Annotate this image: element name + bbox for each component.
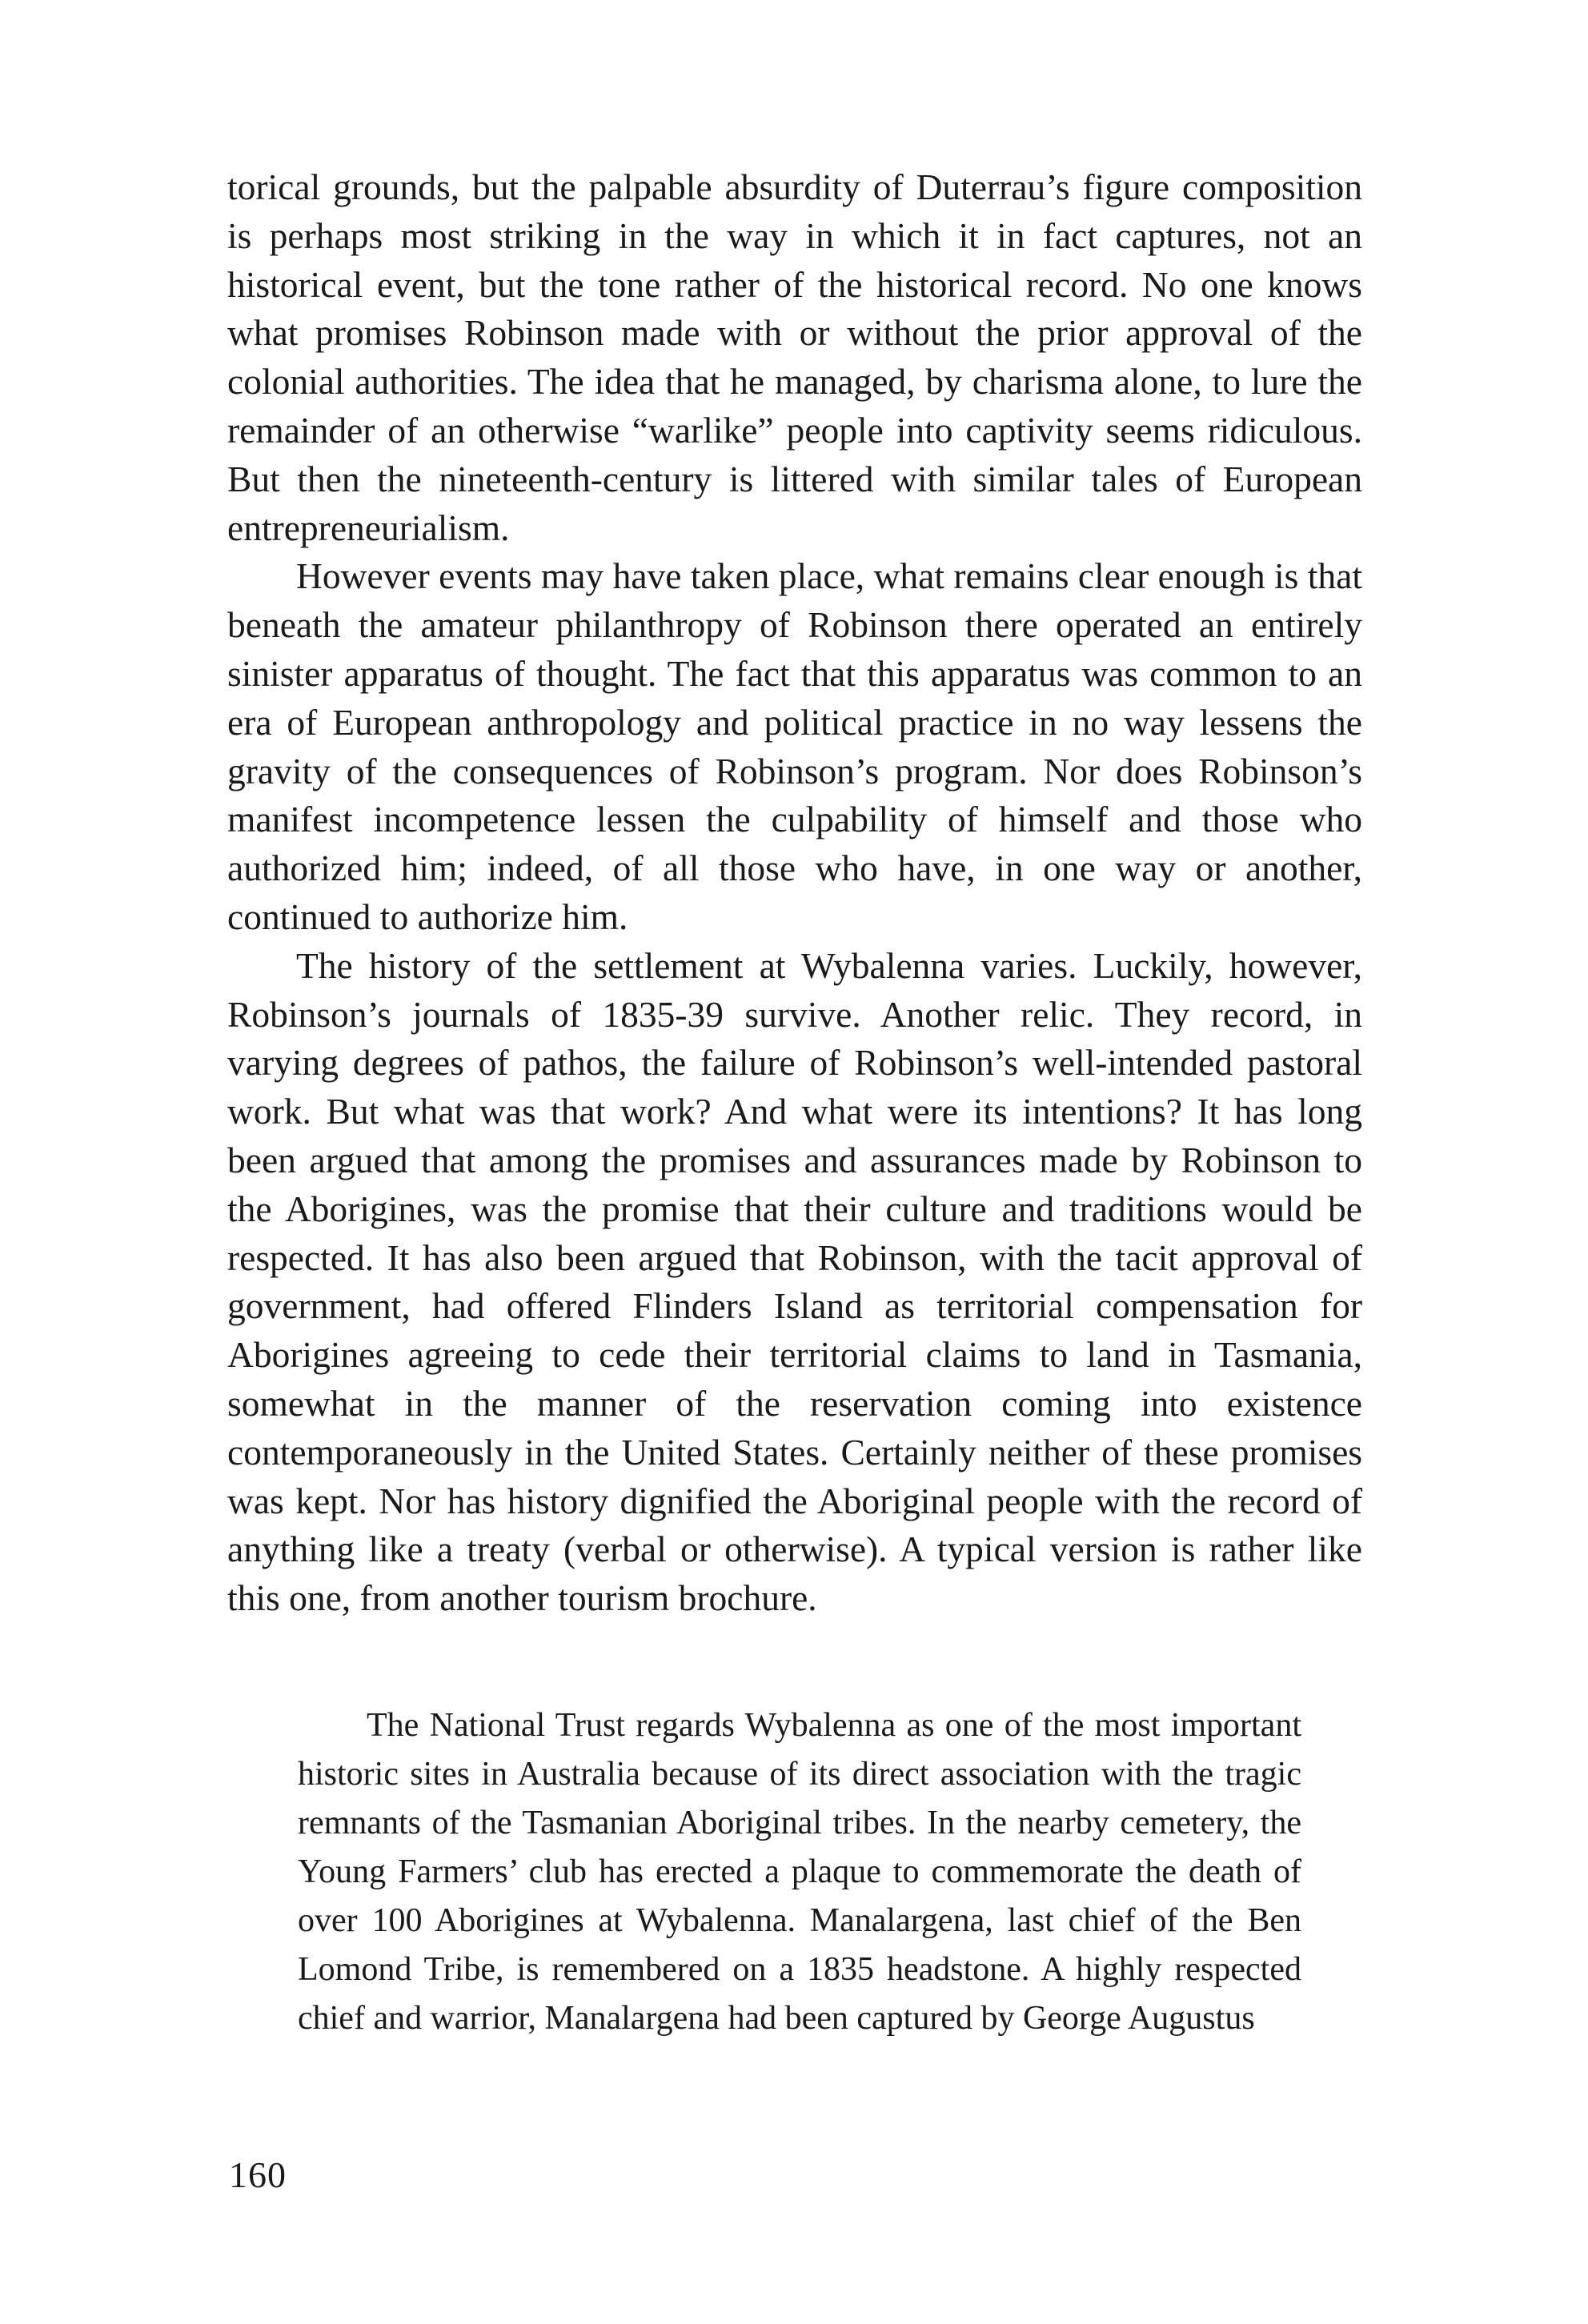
paragraph-1: torical grounds, but the palpable absurdity of Duterrau’s figure composition is perhaps most striking in the way in which it in fact captures, not an historical event, but the tone rather of the historical record. No one knows what promises Robinson made with or without the prior approval of the colonial authorities. The idea that he managed, by charisma alone, to lure the remainder of an otherwise “warlike” people into captivity seems ridiculous. But then the nineteenth-century is littered with similar tales of European entrepreneurialism. xyxy=(227,166,1362,548)
block-quote-text: The National Trust regards Wybalenna as one of the most important historic sites in Australia because of its direct association with the tragic remnants of the Tasmanian Aboriginal tribes. In the nearby cemetery, the Young Farmers’ club has erected a plaque to commemorate the death of over 100 Aborigines at Wybalenna. Manalargena, last chief of the Ben Lomond Tribe, is remembered on a 1835 headstone. A highly respected chief and warrior, Manalargena had been captured by George Augustus xyxy=(298,1707,1301,2037)
page-number: 160 xyxy=(229,2154,287,2195)
body-text xyxy=(227,163,1362,1623)
block-quote xyxy=(298,1701,1301,2043)
paragraph-3: The history of the settlement at Wybalenna varies. Luckily, however, Robinson’s journals of 1835-39 survive. Another relic. They record, in varying degrees of pathos, the failure of Robinson’s well-intended pastoral work. But what was that work? And what were its intentions? It has long been argued that among the promises and assurances made by Robinson to the Aborigines, was the promise that their culture and traditions would be respected. It has also been argued that Robinson, with the tacit approval of government, had offered Flinders Island as territorial compensation for Aborigines agreeing to cede their territorial claims to land in Tasmania, somewhat in the manner of the reservation coming into existence contemporaneously in the United States. Certainly neither of these promises was kept. Nor has history dignified the Aboriginal people with the record of anything like a treaty (verbal or otherwise). A typical version is rather like this one, from another tourism brochure. xyxy=(227,944,1362,1619)
paragraph-2: However events may have taken place, what remains clear enough is that beneath the amateur philanthropy of Robinson there operated an entirely sinister apparatus of thought. The fact that this apparatus was common to an era of European anthropology and political practice in no way lessens the gravity of the consequences of Robinson’s program. Nor does Robinson’s manifest incompetence lessen the culpability of himself and those who authorized him; indeed, of all those who have, in one way or another, continued to authorize him. xyxy=(227,555,1362,937)
